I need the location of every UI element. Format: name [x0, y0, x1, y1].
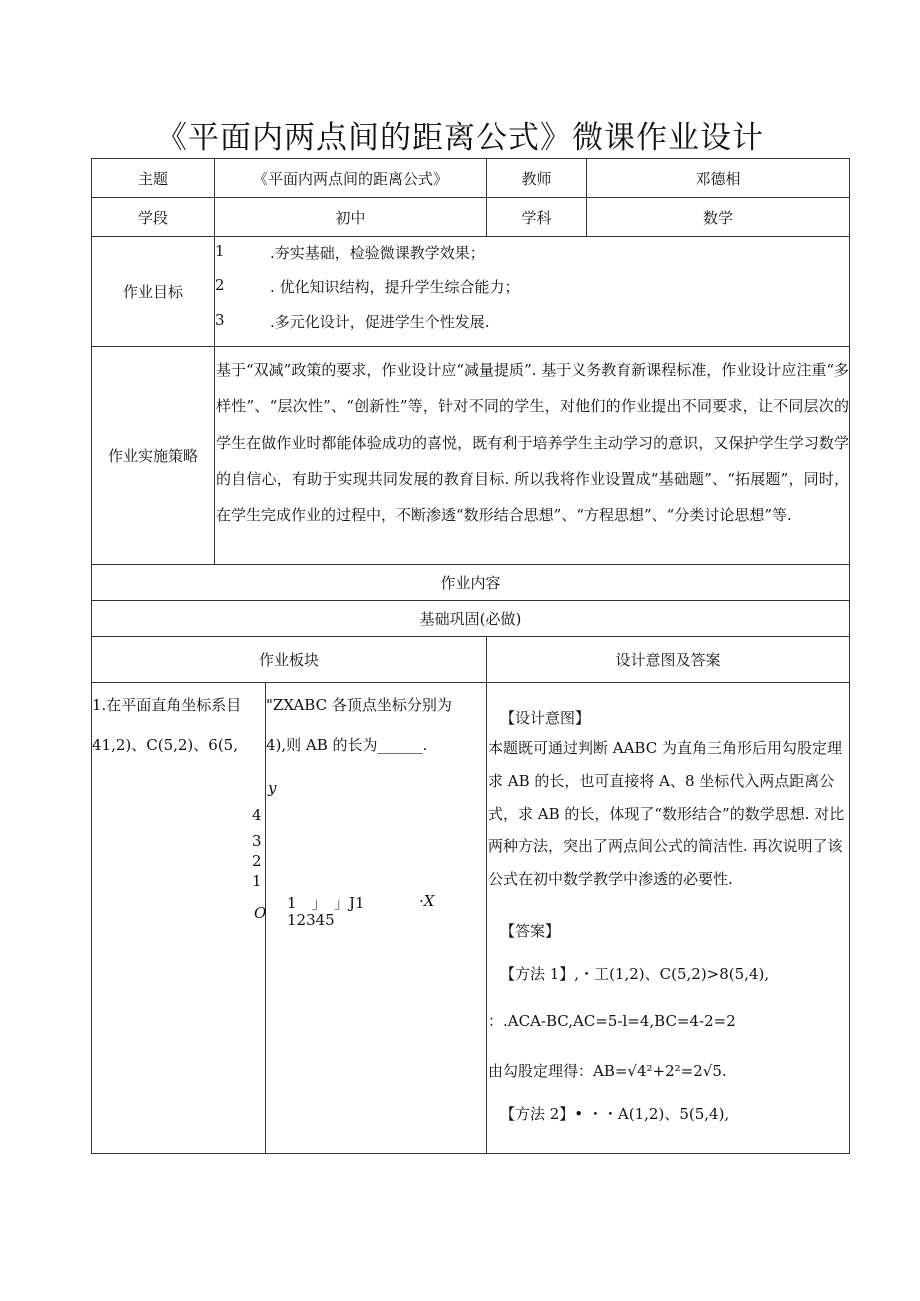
col-header-right: 设计意图及答案: [615, 651, 721, 669]
goal-1-num: 1: [215, 242, 225, 260]
graph-x-marks: 1 」 」J1: [287, 894, 365, 912]
goal-3-num: 3: [215, 311, 225, 329]
graph-y-tick-1: 1: [252, 872, 262, 890]
col-header-left: 作业板块: [258, 651, 319, 669]
answer-title: 【答案】: [500, 922, 561, 940]
topic-label: 主题: [137, 169, 168, 188]
graph-x-label: ·X: [419, 892, 435, 910]
goal-2-num: 2: [215, 276, 225, 294]
goal-2-text: . 优化知识结构，提升学生综合能力；: [270, 278, 520, 296]
graph-y-tick-4: 4: [252, 806, 262, 824]
stage-value: 初中: [335, 208, 366, 227]
question-mid-line2: 4),则 AB 的长为______.: [266, 736, 428, 754]
intent-title: 【设计意图】: [500, 709, 591, 727]
topic-value: 《平面内两点间的距离公式》: [252, 169, 448, 188]
intent-text: 本题既可通过判断 AABC 为直角三角形后用勾股定理求 AB 的长，也可直接将 A、8 坐标代入两点距离公式，求 AB 的长，体现了“数形结合”的数学思想. 对比两种方法，突出了两点间公式的简洁性. 再次说明了该公式在初中数学教学中渗透的必要性.: [488, 739, 845, 889]
goal-1-text: .夯实基础，检验微课教学效果；: [270, 244, 485, 262]
question-mid-line1: "ZXABC 各顶点坐标分别为: [266, 696, 452, 714]
strategy-text: 基于“双减”政策的要求，作业设计应“减量提质”. 基于义务教育新课程标准，作业设计应注重“多样性”、“层次性”、“创新性”等，针对不同的学生，对他们的作业提出不同要求，让不同层次的学生在做作业时都能体验成功的喜悦，既有利于培养学生主动学习的意识，又保护学生学习数学的自信心，有助于实现共同发展的教育目标. 所以我将作业设置成“基础题”、“拓展题”，同时，在学生完成作业的过程中，不断渗透“数形结合思想”、“方程思想”、“分类讨论思想”等.: [216, 361, 849, 525]
goals-label: 作业目标: [122, 283, 183, 301]
graph-origin: O: [254, 904, 267, 922]
subject-label: 学科: [521, 208, 552, 227]
question-left-line2: 41,2)、C(5,2)、6(5,: [92, 736, 238, 754]
homework-table: [91, 158, 850, 1154]
answer-method1-result: 由勾股定理得：AB=√4²+2²=2√5.: [488, 1062, 727, 1080]
question-left-line1: 1.在平面直角坐标系目: [92, 696, 242, 714]
content-header: 作业内容: [440, 574, 501, 592]
goal-3-text: .多元化设计，促进学生个性发展.: [270, 313, 490, 331]
teacher-value: 邓德相: [695, 169, 741, 188]
teacher-label: 教师: [521, 169, 552, 188]
strategy-label: 作业实施策略: [107, 447, 198, 465]
answer-method2: 【方法 2】• ・・A(1,2)、5(5,4),: [500, 1105, 730, 1123]
stage-label: 学段: [137, 208, 168, 227]
basic-header: 基础巩固(必做): [419, 610, 522, 628]
graph-y-tick-2: 2: [252, 852, 262, 870]
graph-y-label: y: [268, 779, 277, 797]
subject-value: 数学: [702, 208, 733, 227]
graph-y-tick-3: 3: [252, 832, 262, 850]
graph-x-ticks: 12345: [287, 911, 335, 929]
page-title: 《平面内两点间的距离公式》微课作业设计: [156, 120, 764, 156]
answer-method1-step: ：.ACA-BC,AC=5-l=4,BC=4-2=2: [488, 1012, 736, 1030]
answer-method1: 【方法 1】,・工(1,2)、C(5,2)>8(5,4),: [500, 965, 770, 983]
